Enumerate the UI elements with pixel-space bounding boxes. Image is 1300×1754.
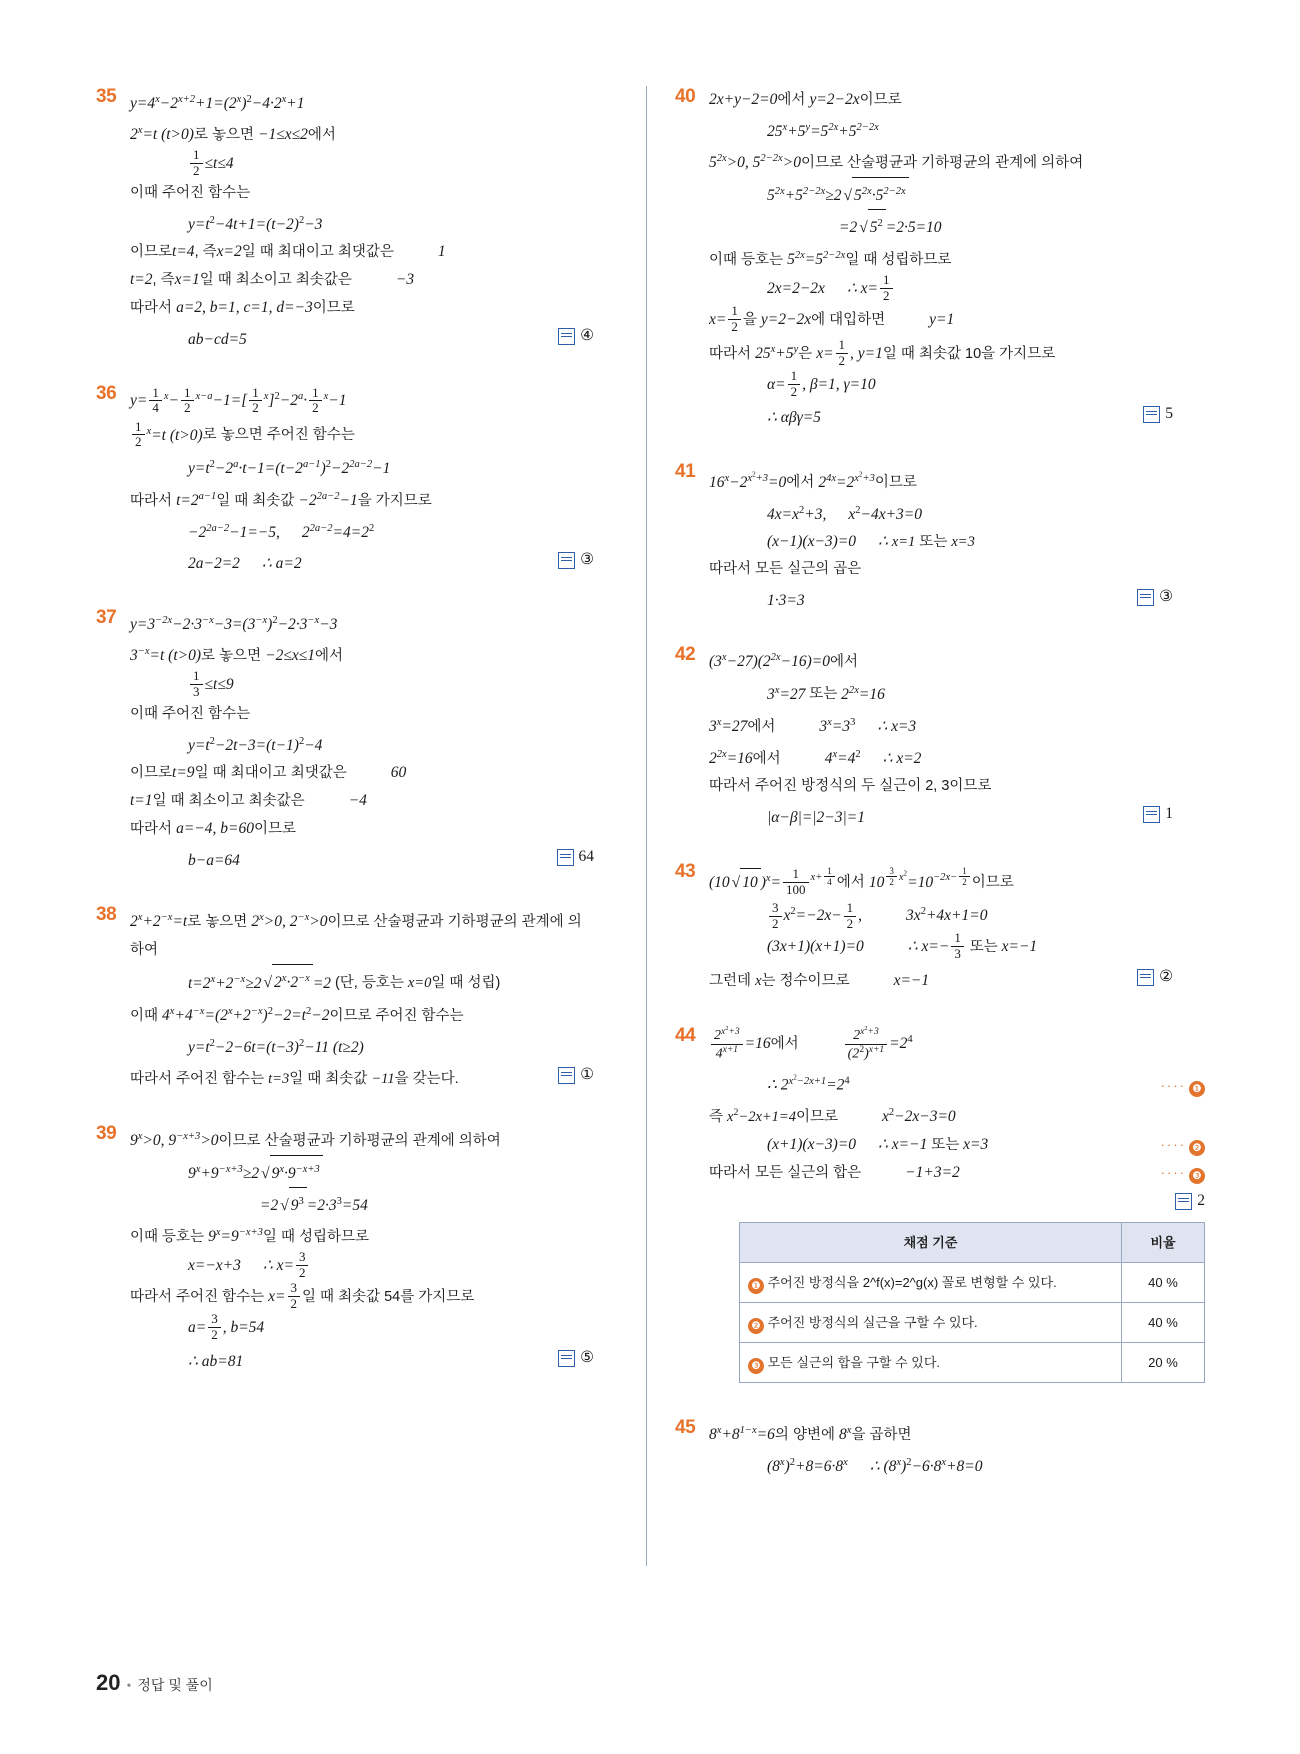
- answer-41: ③: [1137, 583, 1173, 610]
- problem-number-38: 38: [96, 904, 117, 926]
- solution-39: [96, 1123, 594, 1375]
- answer-39: ⑤: [558, 1344, 594, 1371]
- answer-icon: [1143, 806, 1160, 823]
- table-row: [740, 1262, 1205, 1302]
- solution-38-line-5: 따라서 주어진 함수는 t=3일 때 최솟값 −11을 갖는다. ①: [130, 1061, 594, 1093]
- solution-44: [675, 1024, 1205, 1383]
- solution-44-line-5: 따라서 모든 실근의 합은 −1+3=2 ···· ❸: [709, 1159, 1205, 1187]
- column-divider: [646, 86, 647, 1566]
- solution-44-line-1: $\frac{2^{x^2+3}}{4^{x+1}}$ =16에서 $\frac{2^{x^2+3}}{(2^2)^{x+1}}$ $=2^4$: [709, 1025, 1205, 1064]
- solution-36: [96, 383, 594, 577]
- solution-37: [96, 607, 594, 874]
- solution-35-line-8: 따라서 a=2, b=1, c=1, d=−3이므로: [130, 299, 355, 317]
- solution-41-line-5: 1·3=3 ③: [709, 583, 1173, 614]
- problem-number-41: 41: [675, 461, 696, 483]
- solution-35-line-7: t=2 , 즉 x=1 일 때 최소이고 최솟값은 −3: [130, 271, 415, 289]
- problem-number-40: 40: [675, 86, 696, 107]
- solution-35: [96, 86, 594, 353]
- problem-number-37: 37: [96, 606, 117, 628]
- rubric-criterion-3: [740, 1342, 1122, 1382]
- solution-41-line-2: $4x=x^2+3$, $x^2-4x+3=0$: [767, 505, 922, 524]
- solution-40-line-11: ∴ αβγ=5 5: [709, 400, 1173, 431]
- solution-42-line-3: $3^x=27$에서 $3^x=3^3$ ∴ x=3: [709, 716, 917, 735]
- step-badge-2: ❷: [748, 1318, 764, 1334]
- solution-41-line-3: (x−1)(x−3)=0 ∴ x=1 또는 x=3: [767, 533, 975, 551]
- solution-40-line-6: 이때 등호는 $5^{2x}=5^{2-2x}$일 때 성립하므로: [709, 249, 952, 268]
- solution-44-line-2: ∴ $2^{x^2-2x+1}=2^4$ ···· ❶: [709, 1064, 1205, 1099]
- footer-label: 정답 및 풀이: [137, 1677, 213, 1693]
- step-mark-1: ···· ❶: [1161, 1072, 1205, 1099]
- answer-icon: [557, 849, 574, 866]
- solution-37-line-7: t=1 일 때 최소이고 최솟값은 −4: [130, 792, 367, 810]
- rubric-weight-1: 40 %: [1122, 1262, 1205, 1302]
- rubric-weight-2: 40 %: [1122, 1302, 1205, 1342]
- solution-40-line-8: x= $\frac{1}{2}$ 을 y=2−2x에 대입하면 y=1: [709, 302, 955, 334]
- solution-38-line-1: $2^x+2^{-x}=t$로 놓으면 $2^x>0$, $2^{-x}>0$이므로 산술평균과 기하평균의 관계에 의하여: [130, 912, 582, 959]
- solution-35-line-9: ab−cd=5 ④: [130, 322, 594, 353]
- problem-number-42: 42: [675, 644, 696, 666]
- solution-39-line-2: $9^x+9^{-x+3}\ge 2$ √ $9^x\cdot 9^{-x+3}$: [130, 1155, 594, 1187]
- solution-35-line-6: 이므로 t=4 , 즉 x=2 일 때 최대이고 최댓값은 1: [130, 243, 446, 261]
- solution-38-line-2: $t=2^x+2^{-x}\ge 2$ √ $2^x\cdot 2^{-x} =2$ (단, 등호는 x=0일 때 성립): [130, 964, 594, 997]
- solution-36-line-4: 따라서 $t=2^{a-1}$일 때 최솟값 $-2^{2a-2}-1$을 가지므로: [130, 490, 432, 509]
- solution-37-line-6: 이므로 t=9 일 때 최대이고 최댓값은 60: [130, 764, 407, 782]
- solution-40-line-1: 2x+y−2=0에서 y=2−2x이므로: [709, 91, 902, 108]
- two-column-layout: [96, 86, 1204, 1586]
- solution-40-line-9: 따라서 $25^x+5^y$은 x= $\frac{1}{2}$ , y=1일 때 최솟값 10을 가지므로: [709, 336, 1056, 368]
- solution-35-line-1: $y=4^x-2^{x+2}+1=(2^x)^2-4\cdot 2^x+1$: [130, 94, 305, 113]
- solution-37-line-2: $3^{-x}=t$ (t>0)로 놓으면 −2≤x≤1에서: [130, 646, 343, 665]
- answer-42: 1: [1143, 800, 1173, 827]
- problem-number-45: 45: [675, 1416, 696, 1438]
- solution-45-line-2: $(8^x)^2+8=6\cdot 8^x$ ∴ $(8^x)^2-6\cdot 8^x+8=0$: [767, 1457, 983, 1476]
- table-row: [740, 1342, 1205, 1382]
- solution-43-line-1: (10 √ 10 )$^x$= $\frac{1}{100}$ $^{x+ \frac{1}{4}}$ 에서 10 $^{\frac{3}{2} x^2}=10^{-2x- \frac{1}{2}}$ 이므로: [709, 865, 1014, 897]
- solution-35-line-3: $\frac{1}{2}$ ≤t≤4: [130, 149, 594, 180]
- solution-35-line-5: $y=t^2-4t+1=(t-2)^2-3$: [188, 215, 323, 234]
- solution-38-line-3: 이때 $4^x+4^{-x}=(2^x+2^{-x})^2-2=t^2-2$이므로 주어진 함수는: [130, 1005, 464, 1024]
- rubric-criterion-text-1: 주어진 방정식을 2^f(x)=2^g(x) 꼴로 변형할 수 있다.: [767, 1274, 1057, 1290]
- step-mark-3: ···· ❸: [1161, 1159, 1205, 1186]
- rubric-criterion-text-2: 주어진 방정식의 실근을 구할 수 있다.: [767, 1314, 978, 1330]
- solution-36-line-1: y= $\frac{1}{4}$ $^x$− $\frac{1}{2}$ $^{x-a}$−1=[ $\frac{1}{2}$ $^x]^2-2^a\cdot$ $\frac{1}{2}$ $^x$−1: [130, 384, 347, 416]
- solution-37-line-3: $\frac{1}{3}$ ≤t≤9: [130, 670, 594, 701]
- solution-40-line-10: α= $\frac{1}{2}$ , β=1, γ=10: [767, 367, 876, 399]
- rubric-criterion-1: [740, 1262, 1122, 1302]
- problem-number-39: 39: [96, 1122, 117, 1144]
- solution-36-line-3: $y=t^2-2^a\cdot t-1=(t-2^{a-1})^2-2^{2a-2}-1$: [188, 459, 391, 478]
- rubric-header-weight: 비율: [1122, 1222, 1205, 1262]
- problem-number-36: 36: [96, 383, 117, 405]
- answer-icon: [558, 328, 575, 345]
- step-badge-1: ❶: [748, 1278, 764, 1294]
- solution-43-line-3: (3x+1)(x+1)=0 ∴ x=− $\frac{1}{3}$ 또는 x=−1: [767, 930, 1038, 962]
- solution-39-line-8: ∴ ab=81 ⑤: [130, 1344, 594, 1375]
- table-row: [740, 1302, 1205, 1342]
- answer-37: 64: [557, 843, 595, 870]
- solution-39-line-3: =2 √ $9^3 =2\cdot 3^3=54$: [130, 1187, 594, 1219]
- solution-44-line-3: 즉 $x^2-2x+1=4$이므로 $x^2-2x-3=0$: [709, 1106, 956, 1125]
- solution-44-line-4: (x+1)(x−3)=0 ∴ x=−1 또는 x=3 ···· ❷: [709, 1131, 1205, 1159]
- solution-41-line-4: 따라서 모든 실근의 곱은: [709, 561, 862, 578]
- solution-37-line-8: 따라서 a=−4, b=60이므로: [130, 820, 296, 838]
- solution-39-line-4: 이때 등호는 $9^x=9^{-x+3}$일 때 성립하므로: [130, 1227, 370, 1246]
- solution-40: [675, 86, 1173, 431]
- solution-42-line-4: $2^{2x}=16$에서 $4^x=4^2$ ∴ x=2: [709, 748, 922, 767]
- solution-40-line-4: $5^{2x}+5^{2-2x}\ge 2$ √ $5^{2x}\cdot 5^{2-2x}$: [709, 177, 1173, 209]
- solution-41: [675, 461, 1173, 614]
- right-column: [675, 86, 1205, 1586]
- answer-icon: [1137, 969, 1154, 986]
- solution-35-line-4: 이때 주어진 함수는: [130, 185, 251, 202]
- solution-42-line-5: 따라서 주어진 방정식의 두 실근이 2, 3이므로: [709, 777, 992, 794]
- page-number: 20: [96, 1670, 121, 1695]
- solution-40-line-7: 2x=2−2x ∴ x= $\frac{1}{2}$: [709, 274, 1173, 305]
- solution-42: [675, 644, 1173, 831]
- left-column: [96, 86, 618, 1586]
- solution-37-line-1: $y=3^{-2x}-2\cdot 3^{-x}-3=(3^{-x})^2-2\cdot 3^{-x}-3$: [130, 614, 338, 634]
- solution-39-line-5: x=−x+3 ∴ x= $\frac{3}{2}$: [130, 1251, 594, 1282]
- problem-number-35: 35: [96, 86, 117, 107]
- solution-43-line-4: 그런데 x는 정수이므로 x=−1 ②: [709, 963, 1173, 995]
- answer-icon: [558, 1067, 575, 1084]
- solution-35-line-2: $2^x=t$ (t>0)로 놓으면 −1≤x≤2에서: [130, 125, 336, 144]
- solution-43: [675, 861, 1173, 995]
- solution-40-line-2: $25^x+5^y=5^{2x}+5^{2-2x}$: [767, 122, 879, 141]
- solution-36-line-6: 2a−2=2 ∴ a=2 ③: [130, 546, 594, 577]
- answer-38: ①: [558, 1061, 594, 1088]
- rubric-weight-3: 20 %: [1122, 1342, 1205, 1382]
- solution-42-line-6: |α−β|=|2−3|=1 1: [709, 800, 1173, 831]
- problem-number-44: 44: [675, 1025, 696, 1047]
- footer-dot: •: [126, 1679, 132, 1694]
- solution-37-line-5: $y=t^2-2t-3=(t-1)^2-4$: [188, 736, 323, 755]
- answer-40: 5: [1143, 400, 1173, 427]
- solution-45: [675, 1417, 1173, 1480]
- solution-36-line-2: $\frac{1}{2}$ $^x$=t (t>0)로 놓으면 주어진 함수는: [130, 417, 594, 451]
- solution-42-line-2: $3^x=27$ 또는 $2^{2x}=16$: [767, 684, 885, 703]
- solution-39-line-6: 따라서 주어진 함수는 x= $\frac{3}{2}$ 일 때 최솟값 54를 가지므로: [130, 1280, 475, 1312]
- answer-icon: [1175, 1193, 1192, 1210]
- solution-42-line-1: $(3^x-27)(2^{2x}-16)=0$에서: [709, 652, 858, 671]
- solution-36-line-5: $-2^{2a-2}-1=-5$, $2^{2a-2}=4=2^2$: [188, 522, 375, 541]
- page-footer: [96, 1670, 213, 1696]
- answer-36: ③: [558, 546, 594, 573]
- answer-44: 2: [1175, 1187, 1205, 1214]
- solution-43-line-2: $\frac{3}{2}$ $x^2=-2x-$ $\frac{1}{2}$ , $3x^2+4x+1=0$: [709, 898, 1173, 932]
- solution-38: [96, 904, 594, 1093]
- answer-icon: [558, 1350, 575, 1367]
- solution-39-line-7: a= $\frac{3}{2}$ , b=54: [188, 1311, 265, 1343]
- rubric-criterion-text-3: 모든 실근의 합을 구할 수 있다.: [767, 1354, 940, 1370]
- rubric-header-criterion: 채점 기준: [740, 1222, 1122, 1262]
- answer-35: ④: [558, 322, 594, 349]
- solution-40-line-3: $5^{2x}>0$, $5^{2-2x}>0$이므로 산술평균과 기하평균의 관계에 의하여: [709, 153, 1084, 172]
- rubric-criterion-2: [740, 1302, 1122, 1342]
- solution-37-line-4: 이때 주어진 함수는: [130, 706, 251, 723]
- solution-38-line-4: $y=t^2-2-6t=(t-3)^2-11$ (t≥2): [188, 1037, 364, 1056]
- solution-44-answer-row: [709, 1187, 1205, 1214]
- answer-43: ②: [1137, 963, 1173, 990]
- step-badge-3: ❸: [748, 1358, 764, 1374]
- scoring-rubric-table: [739, 1222, 1205, 1383]
- answer-icon: [1137, 589, 1154, 606]
- answer-icon: [1143, 406, 1160, 423]
- solution-37-line-9: b−a=64 64: [130, 843, 594, 874]
- table-header-row: [740, 1222, 1205, 1262]
- solution-45-line-1: $8^x+8^{1-x}=6$의 양변에 8$^x$을 곱하면: [709, 1424, 912, 1443]
- solution-39-line-1: $9^x>0$, $9^{-x+3}>0$이므로 산술평균과 기하평균의 관계에 의하여: [130, 1130, 501, 1149]
- problem-number-43: 43: [675, 860, 696, 882]
- solution-40-line-5: =2 √ $5^2 =2\cdot 5=10$: [709, 209, 1173, 241]
- step-mark-2: ···· ❷: [1161, 1131, 1205, 1158]
- solution-41-line-1: $16^x-2^{x^2+3}=0$에서 $2^{4x}=2^{x^2+3}$이므로: [709, 470, 917, 492]
- answer-icon: [558, 552, 575, 569]
